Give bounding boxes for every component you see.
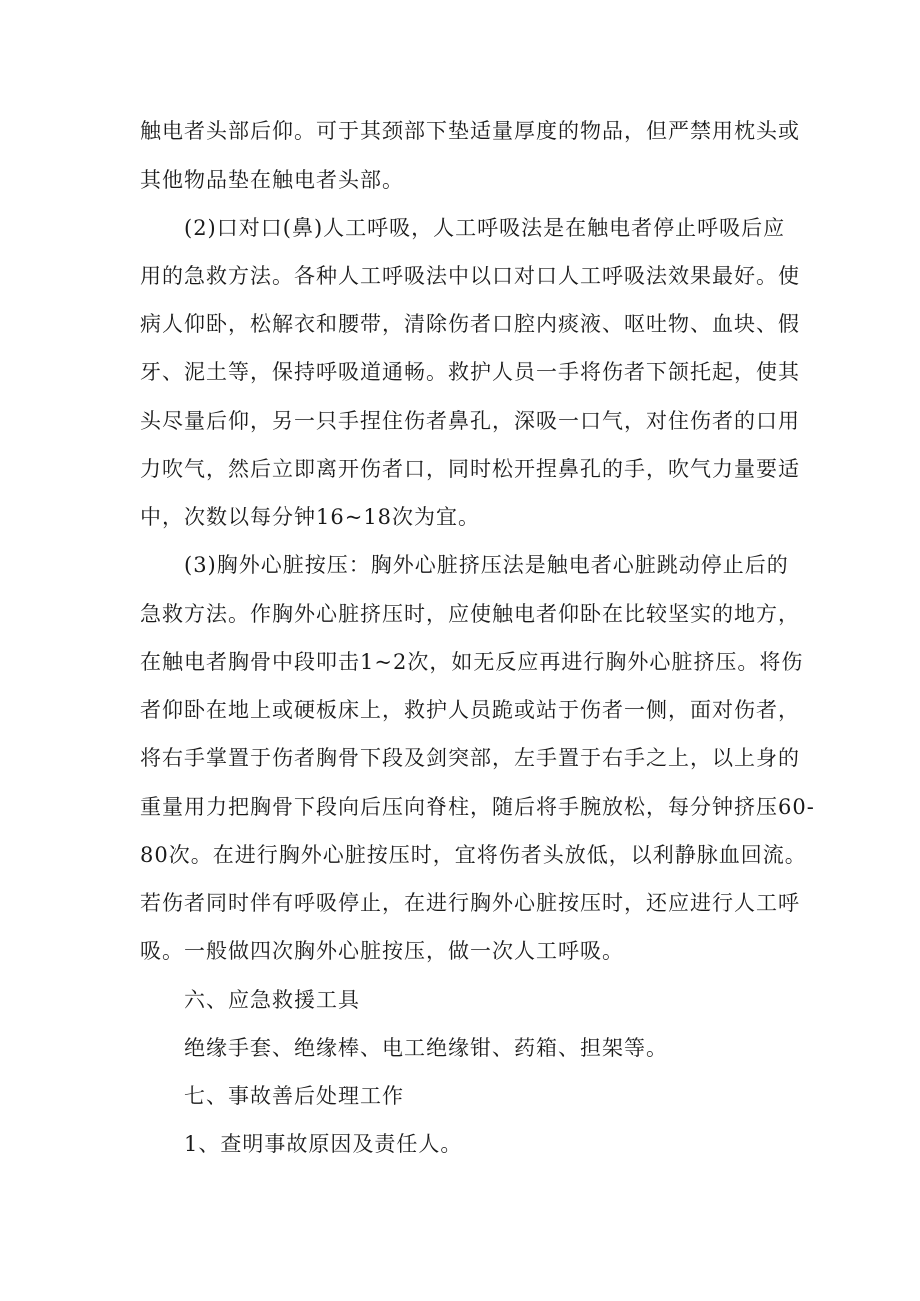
paragraph-line: (2)口对口(鼻)人工呼吸，人工呼吸法是在触电者停止呼吸后应 — [184, 216, 786, 240]
paragraph-line: 将右手掌置于伤者胸骨下段及剑突部，左手置于右手之上，以上身的 — [140, 746, 800, 770]
paragraph-line: 头尽量后仰，另一只手捏住伤者鼻孔，深吸一口气，对住伤者的口用 — [140, 409, 800, 433]
paragraph-line: 触电者头部后仰。可于其颈部下垫适量厚度的物品，但严禁用枕头或 — [140, 119, 800, 143]
paragraph-line: 吸。一般做四次胸外心脏按压，做一次人工呼吸。 — [140, 939, 624, 963]
paragraph-line: 力吹气，然后立即离开伤者口，同时松开捏鼻孔的手，吹气力量要适 — [140, 457, 800, 481]
paragraph-line: 用的急救方法。各种人工呼吸法中以口对口人工呼吸法效果最好。使 — [140, 264, 800, 288]
paragraph-line: 80次。在进行胸外心脏按压时，宜将伤者头放低，以利静脉血回流。 — [140, 843, 807, 867]
paragraph-line: (3)胸外心脏按压：胸外心脏挤压法是触电者心脏跳动停止后的 — [184, 553, 789, 577]
paragraph-line: 1、查明事故原因及责任人。 — [184, 1132, 463, 1156]
paragraph-line: 重量用力把胸骨下段向后压向脊柱，随后将手腕放松，每分钟挤压60- — [140, 795, 815, 819]
paragraph-line: 绝缘手套、绝缘棒、电工绝缘钳、药箱、担架等。 — [184, 1036, 668, 1060]
paragraph-line: 病人仰卧，松解衣和腰带，清除伤者口腔内痰液、呕吐物、血块、假 — [140, 312, 800, 336]
section-heading: 六、应急救援工具 — [184, 988, 360, 1012]
paragraph-line: 急救方法。作胸外心脏挤压时，应使触电者仰卧在比较坚实的地方， — [140, 602, 800, 626]
paragraph-line: 中，次数以每分钟16~18次为宜。 — [140, 505, 481, 529]
paragraph-line: 者仰卧在地上或硬板床上，救护人员跪或站于伤者一侧，面对伤者， — [140, 698, 800, 722]
paragraph-line: 其他物品垫在触电者头部。 — [140, 168, 404, 192]
paragraph-line: 在触电者胸骨中段叩击1~2次，如无反应再进行胸外心脏挤压。将伤 — [140, 650, 804, 674]
paragraph-line: 若伤者同时伴有呼吸停止，在进行胸外心脏按压时，还应进行人工呼 — [140, 891, 800, 915]
section-heading: 七、事故善后处理工作 — [184, 1084, 404, 1108]
paragraph-line: 牙、泥土等，保持呼吸道通畅。救护人员一手将伤者下颌托起，使其 — [140, 360, 800, 384]
